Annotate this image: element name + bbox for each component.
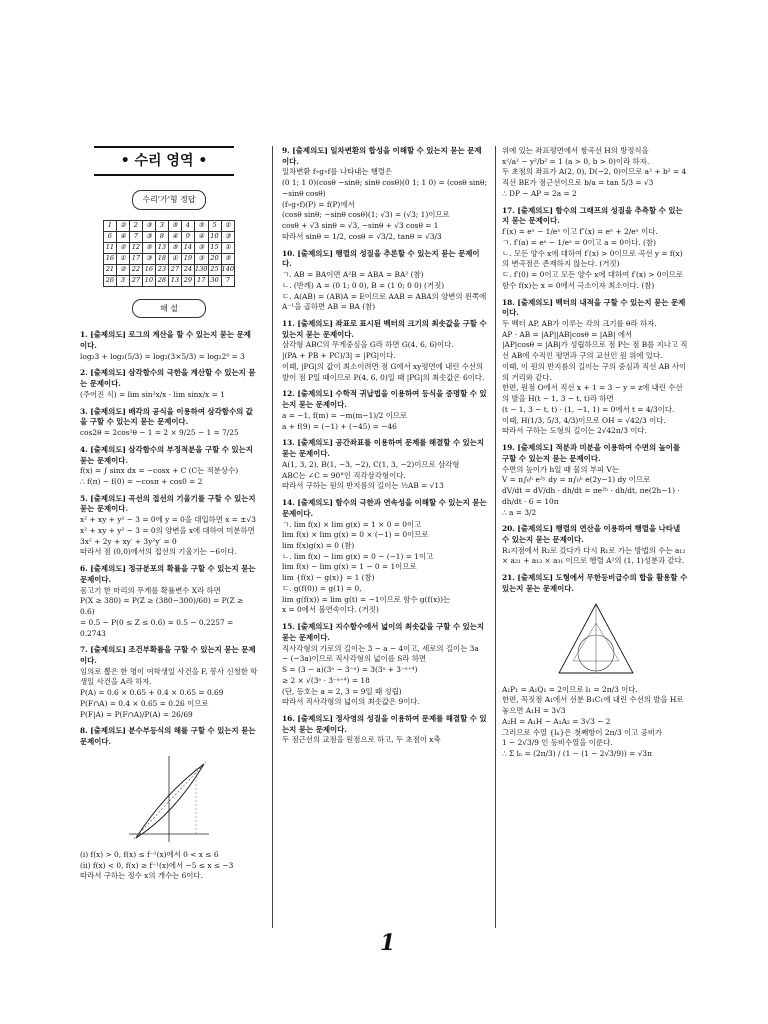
solution-line: (t − 1, 3 − t, t) · (1, −1, 1) = 0에서 t = 4/3이다. <box>502 404 675 414</box>
solution-line: 따라서 구하는 정수 x의 개수는 6이다. <box>80 871 203 881</box>
question-heading: 1. [출제의도] 로그의 계산을 할 수 있는지 묻는 문제이다. <box>80 330 251 350</box>
question-heading: 3. [출제의도] 배각의 공식을 이용하여 삼각함수의 값을 구할 수 있는지 묻는 문제이다. <box>80 406 253 427</box>
answer-cell: ⑤ <box>168 220 181 231</box>
solution-line: A₁P₁ = A₁Q₁ = 2이므로 l₁ = 2π/3 이다. <box>502 684 638 694</box>
answer-cell: 6 <box>103 231 116 242</box>
solution-line: 1 − 2√3/9 인 등비수열을 이룬다. <box>502 738 613 748</box>
solution-line: ㄱ. AB = BA이면 A²B = ABA = BA² (참) <box>282 270 424 280</box>
solution-line: S = (3 − a)(3ᵃ − 3⁻ᵃ) = 3(3ᵃ + 3⁻ᵃ⁺⁴) <box>282 665 418 675</box>
solution-line: P(A) = 0.6 × 0.65 + 0.4 × 0.65 = 0.69 <box>80 688 224 698</box>
column-2-body <box>282 146 487 746</box>
solution-line: V = π∫₀ʰ e²ʸ dy = π∫₀ʰ e(2y−1) dy 이므로 <box>502 475 651 485</box>
question-item <box>502 146 689 200</box>
answer-cell: ① <box>221 242 235 253</box>
question-item <box>80 330 258 362</box>
question-item <box>502 573 689 594</box>
solution-line: ㄱ. lim f(x) × lim g(x) = 1 × 0 = 0이고 <box>282 519 422 529</box>
solution-line: P(F|A) = P(F∩A)/P(A) = 26/69 <box>80 709 193 719</box>
solution-line: ∴ DP − AP = 2a = 2 <box>502 188 577 198</box>
solution-line: 몸고기 한 마리의 무게를 확률변수 X라 하면 <box>80 585 221 595</box>
question-item <box>282 438 487 492</box>
question-heading: 13. [출제의도] 공간좌표를 이용하여 문제를 해결할 수 있는지 묻는 문제이다. <box>282 438 485 459</box>
solution-line: a + f(9) = (−1) + (−45) = −46 <box>282 421 397 431</box>
solution-line: 두 초점의 좌표가 A(2, 0), D(−2, 0)이므로 a² + b² = 4 <box>502 167 687 177</box>
solution-line: 두 벡터 AP, AB가 이루는 각의 크기를 θ라 하자. <box>502 319 657 329</box>
question-heading: 14. [출제의도] 함수의 극한과 연속성을 이해할 수 있는지 묻는 문제이다. <box>282 498 487 518</box>
solution-line: ㄴ. lim f(x) − lim g(x) = 0 − (−1) = 1이고 <box>282 551 434 561</box>
solution-line: 일차변환 f∘g∘f를 나타내는 행렬은 <box>282 167 393 177</box>
question-heading: 2. [출제의도] 삼각함수의 극한을 계산할 수 있는지 묻는 문제이다. <box>80 368 256 389</box>
question-heading: 15. [출제의도] 지수함수에서 넓이의 최솟값을 구할 수 있는지 묻는 문제이다. <box>282 622 485 642</box>
question-heading: 21. [출제의도] 도형에서 무한등비급수의 합을 활용할 수 있는지 묻는 문제이다. <box>502 573 688 593</box>
answer-table <box>103 220 235 287</box>
answer-cell: 10 <box>142 275 155 286</box>
solution-line: A₂H = A₁H − A₁A₂ = 3√3 − 2 <box>502 716 611 726</box>
question-item <box>282 389 487 432</box>
solution-line: (주어진 식) = lim sin²x/x · lim sinx/x = 1 <box>80 389 225 399</box>
answer-cell: ② <box>116 264 129 275</box>
answer-cell: 24 <box>181 264 194 275</box>
question-heading: 19. [출제의도] 적분과 미분을 이용하여 수면의 높이를 구할 수 있는지 묻는 문제이다. <box>502 443 681 463</box>
solution-line: x²/a² − y²/b² = 1 (a > 0, b > 0)이라 하자. <box>502 156 650 166</box>
question-item <box>502 206 689 292</box>
solution-line: 그러므로 수열 {lₙ}은 첫째항이 2π/3 이고 공비가 <box>502 727 663 737</box>
solution-line: ㄷ. g(f(0)) = g(1) = 0, <box>282 583 362 593</box>
question-item <box>282 146 487 243</box>
section-title-text: • 수리 영역 • <box>120 152 208 169</box>
solution-line: |AP|cosθ = |AB|가 성립하므로 점 P는 점 B를 지나고 직선 AB에 수직인 평면과 구의 교선인 원 위에 있다. <box>502 340 688 361</box>
answer-cell: 9 <box>181 231 194 242</box>
solution-line: ∴ a = 3/2 <box>502 507 537 517</box>
question-item <box>282 714 487 746</box>
column-3 <box>502 146 689 766</box>
answer-cell: 29 <box>181 275 194 286</box>
answer-cell: 1 <box>103 220 116 231</box>
solution-line: ABC는 ∠C = 90°인 직각삼각형이다. <box>282 470 406 480</box>
solution-line: ≥ 2 × √(3ᵃ · 3⁻ᵃ⁺⁴) = 18 <box>282 675 370 685</box>
question-heading: 12. [출제의도] 수학적 귀납법을 이용하여 등식을 증명할 수 있는지 묻는 문제이다. <box>282 389 487 410</box>
solution-line: ㄱ. f′(a) = eᵃ − 1/eᵃ = 0이고 a = 0이다. (참) <box>502 237 656 247</box>
answer-row <box>103 264 234 275</box>
answer-cell: 16 <box>103 253 116 264</box>
solution-line: f(x) = ∫ sinx dx = −cosx + C (C는 적분상수) <box>80 466 239 476</box>
solution-line: P(X ≥ 380) = P(Z ≥ (380−300)/60) = P(Z ≥ 0.6) <box>80 596 244 617</box>
solution-line: f′(x) = eˣ − 1/eˣ 이고 f″(x) = eˣ + 2/eˣ 이다. <box>502 227 658 237</box>
answer-cell: ③ <box>194 253 208 264</box>
column-2 <box>282 146 487 752</box>
solution-line: 따라서 점 (0,0)에서의 접선의 기울기는 −6이다. <box>80 547 237 557</box>
solution-line: (0 1; 1 0)(cosθ −sinθ; sinθ cosθ)(0 1; 1 0) = (cosθ sinθ; −sinθ cosθ) <box>282 178 487 198</box>
solution-line: P(F∩A) = 0.4 × 0.65 = 0.26 이므로 <box>80 698 209 708</box>
question-heading: 20. [출제의도] 행렬의 연산을 이용하여 행렬을 나타낼 수 있는지 묻는 문제이다. <box>502 524 681 544</box>
answer-cell: 8 <box>155 231 168 242</box>
answer-cell: ④ <box>116 231 129 242</box>
solution-line: 수면의 높이가 h일 때 물의 부피 V는 <box>502 464 620 474</box>
answer-cell: ④ <box>194 231 208 242</box>
solution-line: (i) f(x) > 0, f(x) ≤ f⁻¹(x)에서 0 < x ≤ 6 <box>80 849 219 859</box>
question-item <box>502 685 689 760</box>
question-heading: 11. [출제의도] 좌표로 표시된 벡터의 크기의 최솟값을 구할 수 있는지 묻는 문제이다. <box>282 319 487 339</box>
answer-row <box>103 253 234 264</box>
question-item <box>502 443 689 518</box>
triangle-figure <box>551 601 641 679</box>
question-item <box>80 445 258 488</box>
answer-cell: ② <box>116 242 129 253</box>
answer-cell: 17 <box>129 253 142 264</box>
solution-line: ㄴ. (반례) A = (0 1; 0 0), B = (1 0; 0 0) (거짓) <box>282 280 445 290</box>
answer-cell: 23 <box>155 264 168 275</box>
answer-cell: 27 <box>129 275 142 286</box>
answer-cell: 14 <box>181 242 194 253</box>
answer-cell: 20 <box>208 253 221 264</box>
solution-line: 두 점근선의 교점을 원점으로 하고, 두 초점이 x축 <box>282 735 441 745</box>
question-item <box>80 494 258 558</box>
solution-line: lim {f(x) − g(x)} = 1 (참) <box>282 573 375 583</box>
question-heading: 8. [출제의도] 분수부등식의 해를 구할 수 있는지 묻는 문제이다. <box>80 726 256 747</box>
question-item <box>80 368 258 400</box>
solution-line: 한편, 원점 O에서 직선 x + 1 = 3 − y = z에 내린 수선의 발을 H(t − 1, 3 − t, t)라 하면 <box>502 383 683 404</box>
solution-line: ∴ Σ lₙ = (2π/3) / (1 − (1 − 2√3/9)) = √3π <box>502 749 652 759</box>
question-heading: 9. [출제의도] 일차변환의 합성을 이해할 수 있는지 묻는 문제이다. <box>282 146 482 166</box>
answer-row <box>103 242 234 253</box>
solution-line: AP · AB = |AP||AB|cosθ = |AB| 에서 <box>502 329 633 339</box>
question-item <box>502 524 689 567</box>
solution-line: 삼각형 ABC의 무게중심을 G라 하면 G(4, 6, 6)이다. <box>282 340 454 350</box>
vline-1 <box>272 146 273 928</box>
answer-cell: ② <box>116 220 129 231</box>
solution-line: cosθ + √3 sinθ = √3, −sinθ + √3 cosθ = 1 <box>282 221 439 231</box>
answer-cell: 10 <box>208 231 221 242</box>
answer-cell: 2 <box>129 220 142 231</box>
solution-line: = 0.5 − P(0 ≤ Z ≤ 0.6) = 0.5 − 0.2257 = 0.2743 <box>80 617 234 638</box>
answer-cell: 140 <box>221 264 235 275</box>
answer-cell: 22 <box>129 264 142 275</box>
solution-line: (f∘g∘f)(P) = f(P)에서 <box>282 199 355 209</box>
answer-cell: 16 <box>142 264 155 275</box>
answer-header: 수리'가'형 정답 <box>132 190 206 210</box>
solution-line: ㄷ. f′(0) = 0이고 모든 양수 x에 대하여 f′(x) > 0이므로 함수 f(x)는 x = 0에서 극소이자 최소이다. (참) <box>502 270 683 290</box>
answer-cell: 12 <box>129 242 142 253</box>
answer-cell: 18 <box>155 253 168 264</box>
solution-line: (ii) f(x) < 0, f(x) ≥ f⁻¹(x)에서 −5 ≤ x ≤ −3 <box>80 860 234 870</box>
solution-line: (단, 등호는 a = 2, 3 = 9일 때 성립) <box>282 686 402 696</box>
answer-cell: 27 <box>168 264 181 275</box>
answer-cell: ③ <box>194 242 208 253</box>
solution-line: ∴ f(π) − f(0) = −cosπ + cos0 = 2 <box>80 477 203 486</box>
solution-line: lim f(x)g(x) = 0 (참) <box>282 540 355 550</box>
question-heading: 17. [출제의도] 함수의 그래프의 성질을 추측할 수 있는지 묻는 문제이다. <box>502 205 683 226</box>
column-1 <box>80 146 258 888</box>
solution-line: |(PA + PB + PC)/3| = |PG|이다. <box>282 351 396 361</box>
section-title <box>94 146 234 176</box>
answer-row <box>103 220 234 231</box>
question-heading: 4. [출제의도] 삼각함수의 부정적분을 구할 수 있는지 묻는 문제이다. <box>80 444 253 465</box>
answer-cell: 30 <box>208 275 221 286</box>
answer-cell: ④ <box>168 231 181 242</box>
answer-cell: 7 <box>129 231 142 242</box>
answer-cell: 28 <box>155 275 168 286</box>
solution-line: x² + xy + y² − 3 = 0에 y = 0을 대입하면 x = ±√3 <box>80 515 256 525</box>
answer-cell: 11 <box>103 242 116 253</box>
answer-cell: ③ <box>142 253 155 264</box>
page-number: 1 <box>380 930 396 956</box>
solution-line: 3x² + 2y + xy′ + 3y²y′ = 0 <box>80 536 177 546</box>
solution-line: cos2θ = 2cos²θ − 1 = 2 × 9/25 − 1 = 7/25 <box>80 428 239 438</box>
question-item <box>282 249 487 313</box>
solution-line: 이때, |PG|의 값이 최소이려면 점 G에서 xy평면에 내린 수선의 발이 점 P일 때이므로 P(4, 6, 0)일 때 |PG|의 최솟값은 6이다. <box>282 361 485 382</box>
column-1-body <box>80 330 258 882</box>
answer-cell: ① <box>221 220 235 231</box>
solution-line: log₂3 + log₂(5/3) = log₂(3×5/3) = log₂2⁰ = 3 <box>80 351 245 361</box>
solution-line: lim f(x) × lim g(x) = 0 × (−1) = 0이므로 <box>282 530 429 540</box>
solution-line: 직선 BE가 점근선이므로 b/a = tan 5/3 = √3 <box>502 178 654 188</box>
answer-cell: ① <box>116 253 129 264</box>
graph-figure <box>124 754 214 844</box>
solution-line: 따라서 sinθ = 1/2, cosθ = √3/2, tanθ = √3/3 <box>282 231 442 241</box>
solution-line: lim g(f(x)) = lim g(t) = −1이므로 함수 g(f(x))는 <box>282 594 451 604</box>
solution-line: lim f(x) − lim g(x) = 1 − 0 = 1이므로 <box>282 562 417 572</box>
answer-cell: ⑤ <box>142 242 155 253</box>
solution-line: x² + xy + y² − 3 = 0의 양변을 x에 대하여 미분하면 <box>80 525 255 535</box>
answer-cell: ⑤ <box>168 242 181 253</box>
question-item <box>80 726 258 747</box>
answer-cell: 3 <box>116 275 129 286</box>
solution-line: 이때, H(1/3, 5/3, 4/3)이므로 OH = √42/3 이다. <box>502 415 666 425</box>
column-3-body <box>502 146 689 760</box>
question-item <box>282 622 487 708</box>
answer-row <box>103 231 234 242</box>
answer-cell: 26 <box>103 275 116 286</box>
answer-row <box>103 275 234 286</box>
question-heading: 10. [출제의도] 행렬의 성질을 추론할 수 있는지 묻는 문제이다. <box>282 248 480 269</box>
solution-line: dV/dt = dV/dh · dh/dt = πe²ʰ · dh/dt, πe(2h−1) · dh/dt · 6 = 10π <box>502 486 680 506</box>
solution-line: 따라서 직사각형의 넓이의 최솟값은 9이다. <box>282 697 420 707</box>
solution-line: 직사각형의 가로의 길이는 3 − a − 4이고, 세로의 길이는 3a − (−3a)이므로 직사각형의 넓이를 S라 하면 <box>282 643 479 664</box>
question-item <box>80 564 258 639</box>
answer-cell: 21 <box>103 264 116 275</box>
solution-line: 임의로 뽑은 한 명이 여학생일 사건을 F, 봉사 신청한 학생일 사건을 A라 하자. <box>80 666 258 687</box>
answer-cell: 17 <box>194 275 208 286</box>
solution-line: ㄷ. A(AB) = (AB)A = E이므로 AAB = ABA의 양변의 왼쪽에 A⁻¹을 곱하면 AB = BA (참) <box>282 291 487 312</box>
solution-line: A(1, 3, 2), B(1, −3, −2), C(1, 3, −2)이므로 삼각형 <box>282 459 460 469</box>
question-heading: 6. [출제의도] 정규분포의 확률을 구할 수 있는지 묻는 문제이다. <box>80 564 256 584</box>
answer-cell: 7 <box>221 275 235 286</box>
solution-line: a = −1, f(m) = −m(m−1)/2 이므로 <box>282 410 408 420</box>
answer-cell: 3 <box>155 220 168 231</box>
answer-cell: ③ <box>142 220 155 231</box>
question-item <box>80 407 258 439</box>
answer-cell: 5 <box>208 220 221 231</box>
question-item <box>80 645 258 720</box>
question-heading: 7. [출제의도] 조건부확률을 구할 수 있는지 묻는 문제이다. <box>80 645 256 666</box>
answer-cell: 19 <box>181 253 194 264</box>
answer-cell: 4 <box>181 220 194 231</box>
answer-cell: 25 <box>208 264 221 275</box>
solution-line: x = 0에서 불연속이다. (거짓) <box>282 605 379 615</box>
question-heading: 5. [출제의도] 곡선의 접선의 기울기를 구할 수 있는지 묻는 문제이다. <box>80 493 256 514</box>
answer-cell: ⑤ <box>194 220 208 231</box>
solution-line: 위에 있는 좌표평면에서 쌍곡선 H의 방정식을 <box>502 146 649 155</box>
solution-line: ㄴ. 모든 양수 x에 대하여 f′(x) > 0이므로 곡선 y = f(x)의 변곡점은 존재하지 않는다. (거짓) <box>502 248 683 269</box>
answer-cell: ① <box>168 253 181 264</box>
question-item <box>282 498 487 616</box>
question-item <box>80 850 258 882</box>
solution-line: (cosθ sinθ; −sinθ cosθ)(1; √3) = (√3; 1)이므로 <box>282 210 450 220</box>
answer-cell: ③ <box>221 231 235 242</box>
explanation-header: 해 설 <box>132 299 206 319</box>
question-heading: 18. [출제의도] 벡터의 내적을 구할 수 있는지 묻는 문제이다. <box>502 297 686 318</box>
question-item <box>282 319 487 383</box>
solution-line: 이때, 이 원의 반지름의 길이는 구의 중심과 직선 AB 사이의 거리와 같다. <box>502 361 687 382</box>
solution-line: 한편, 꼭짓점 A₁에서 선분 B₁C₁에 내린 수선의 발을 H로 놓으면 A₁H = 3√3 <box>502 695 684 716</box>
answer-cell: ⑤ <box>221 253 235 264</box>
question-item <box>502 298 689 438</box>
answer-cell: 13 <box>155 242 168 253</box>
solution-line: 따라서 구하는 원의 반지름의 길이는 ½AB = √13 <box>282 481 444 491</box>
answer-cell: 130 <box>194 264 208 275</box>
answer-cell: 15 <box>208 242 221 253</box>
vline-2 <box>495 146 496 928</box>
answer-cell: 13 <box>168 275 181 286</box>
question-heading: 16. [출제의도] 정사영의 성질을 이용하여 문제를 해결할 수 있는지 묻는 문제이다. <box>282 713 487 734</box>
solution-line: R₁지점에서 R₂로 갔다가 다시 R₁로 가는 방법의 수는 a₁₂ × a₂₁ + a₁₃ × a₃₁ 이므로 행렬 A²의 (1, 1)성분과 같다. <box>502 545 686 566</box>
answer-cell: ③ <box>142 231 155 242</box>
solution-line: 따라서 구하는 도형의 길이는 2√42π/3 이다. <box>502 426 647 436</box>
